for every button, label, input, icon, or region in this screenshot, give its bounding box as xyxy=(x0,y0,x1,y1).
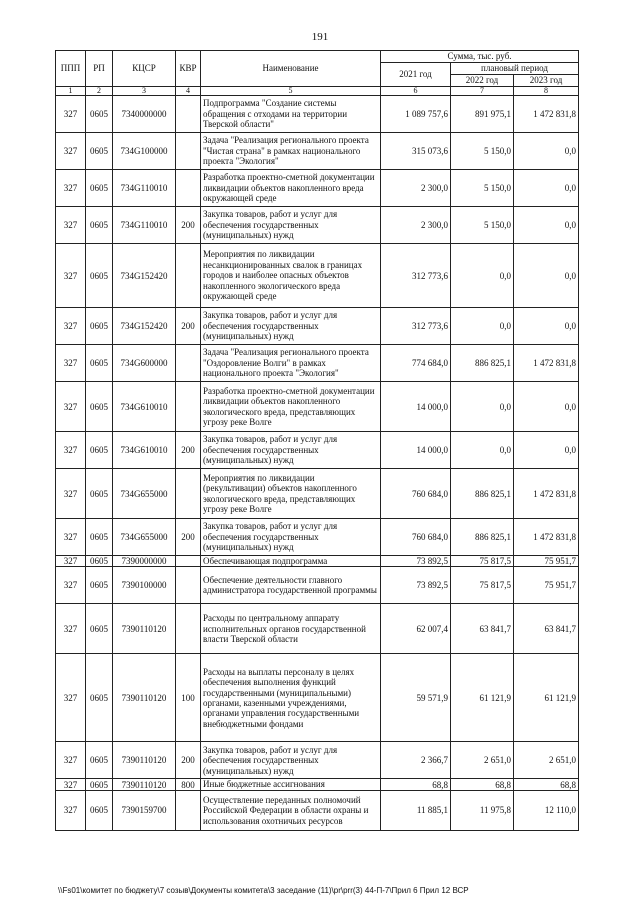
cell-ppp: 327 xyxy=(56,382,86,432)
cell-rp: 0605 xyxy=(86,654,113,742)
cell-ppp: 327 xyxy=(56,244,86,308)
cell-2021: 315 073,6 xyxy=(381,133,451,170)
column-number: 8 xyxy=(514,87,579,96)
table-row xyxy=(56,96,579,133)
cell-kcsr: 734G655000 xyxy=(113,469,176,519)
cell-rp: 0605 xyxy=(86,133,113,170)
header-plan-period: плановый период xyxy=(451,63,579,75)
cell-ppp: 327 xyxy=(56,207,86,244)
cell-ppp: 327 xyxy=(56,556,86,567)
cell-ppp: 327 xyxy=(56,779,86,790)
table-row xyxy=(56,742,579,779)
cell-2023: 75 951,7 xyxy=(514,556,579,567)
cell-ppp: 327 xyxy=(56,567,86,604)
table-row xyxy=(56,556,579,567)
cell-2023: 0,0 xyxy=(514,382,579,432)
cell-kvr: 200 xyxy=(176,519,201,556)
cell-2023: 63 841,7 xyxy=(514,604,579,654)
cell-2023: 1 472 831,8 xyxy=(514,345,579,382)
cell-2021: 11 885,1 xyxy=(381,790,451,830)
cell-ppp: 327 xyxy=(56,604,86,654)
cell-2021: 73 892,5 xyxy=(381,567,451,604)
cell-name: Задача "Реализация регионального проекта "Оздоровление Волги" в рамках национального проекта "Экология" xyxy=(201,345,381,382)
cell-ppp: 327 xyxy=(56,519,86,556)
cell-2022: 68,8 xyxy=(451,779,514,790)
cell-kvr xyxy=(176,244,201,308)
cell-name: Разработка проектно-сметной документации ликвидации объектов накопленного экологического вреда, представляющих угрозу реке Волге xyxy=(201,382,381,432)
cell-2022: 5 150,0 xyxy=(451,170,514,207)
table-row xyxy=(56,345,579,382)
cell-name: Закупка товаров, работ и услуг для обеспечения государственных (муниципальных) нужд xyxy=(201,308,381,345)
footer-file-path: \\Fs01\комитет по бюджету\7 созыв\Документы комитета\3 заседание (11)\pr\prr(3) 44-П-7\Прил 6 Прил 12 ВСР xyxy=(58,886,469,895)
cell-2023: 0,0 xyxy=(514,207,579,244)
table-row xyxy=(56,133,579,170)
cell-kcsr: 7390110120 xyxy=(113,654,176,742)
cell-2023: 0,0 xyxy=(514,170,579,207)
cell-name: Закупка товаров, работ и услуг для обеспечения государственных (муниципальных) нужд xyxy=(201,207,381,244)
cell-name: Закупка товаров, работ и услуг для обеспечения государственных (муниципальных) нужд xyxy=(201,432,381,469)
cell-2022: 0,0 xyxy=(451,244,514,308)
cell-kcsr: 734G100000 xyxy=(113,133,176,170)
cell-2021: 14 000,0 xyxy=(381,432,451,469)
column-number: 1 xyxy=(56,87,86,96)
cell-2021: 59 571,9 xyxy=(381,654,451,742)
table-row xyxy=(56,244,579,308)
cell-name: Закупка товаров, работ и услуг для обеспечения государственных (муниципальных) нужд xyxy=(201,519,381,556)
header-name: Наименование xyxy=(201,51,381,87)
cell-ppp: 327 xyxy=(56,170,86,207)
cell-ppp: 327 xyxy=(56,790,86,830)
cell-kvr xyxy=(176,345,201,382)
cell-2022: 5 150,0 xyxy=(451,133,514,170)
cell-kvr xyxy=(176,170,201,207)
table-row xyxy=(56,567,579,604)
cell-2022: 886 825,1 xyxy=(451,469,514,519)
cell-name: Иные бюджетные ассигнования xyxy=(201,779,381,790)
table-row xyxy=(56,170,579,207)
cell-kcsr: 7390159700 xyxy=(113,790,176,830)
header-kvr: КВР xyxy=(176,51,201,87)
cell-kvr: 200 xyxy=(176,742,201,779)
cell-2022: 61 121,9 xyxy=(451,654,514,742)
cell-2021: 312 773,6 xyxy=(381,244,451,308)
column-number: 4 xyxy=(176,87,201,96)
table-body xyxy=(56,96,579,831)
cell-ppp: 327 xyxy=(56,133,86,170)
cell-ppp: 327 xyxy=(56,469,86,519)
column-number: 6 xyxy=(381,87,451,96)
cell-kcsr: 734G655000 xyxy=(113,519,176,556)
cell-2022: 891 975,1 xyxy=(451,96,514,133)
cell-ppp: 327 xyxy=(56,742,86,779)
cell-2021: 312 773,6 xyxy=(381,308,451,345)
cell-kvr xyxy=(176,96,201,133)
column-number: 5 xyxy=(201,87,381,96)
header-year-2021: 2021 год xyxy=(381,63,451,87)
table-row xyxy=(56,790,579,830)
table-row xyxy=(56,207,579,244)
cell-name: Обеспечение деятельности главного администратора государственной программы xyxy=(201,567,381,604)
column-number: 3 xyxy=(113,87,176,96)
cell-rp: 0605 xyxy=(86,382,113,432)
table-row xyxy=(56,469,579,519)
cell-kvr xyxy=(176,556,201,567)
cell-name: Обеспечивающая подпрограмма xyxy=(201,556,381,567)
cell-kvr xyxy=(176,133,201,170)
cell-kcsr: 734G110010 xyxy=(113,170,176,207)
header-year-2023: 2023 год xyxy=(514,75,579,87)
cell-2023: 0,0 xyxy=(514,308,579,345)
cell-rp: 0605 xyxy=(86,519,113,556)
cell-2022: 0,0 xyxy=(451,308,514,345)
cell-kvr xyxy=(176,604,201,654)
cell-2022: 0,0 xyxy=(451,432,514,469)
cell-kcsr: 734G110010 xyxy=(113,207,176,244)
cell-2023: 1 472 831,8 xyxy=(514,519,579,556)
cell-2023: 0,0 xyxy=(514,432,579,469)
cell-kvr xyxy=(176,567,201,604)
cell-rp: 0605 xyxy=(86,96,113,133)
cell-rp: 0605 xyxy=(86,790,113,830)
cell-rp: 0605 xyxy=(86,567,113,604)
cell-2023: 75 951,7 xyxy=(514,567,579,604)
cell-kvr xyxy=(176,469,201,519)
cell-kcsr: 734G600000 xyxy=(113,345,176,382)
cell-2023: 2 651,0 xyxy=(514,742,579,779)
cell-rp: 0605 xyxy=(86,345,113,382)
cell-2021: 774 684,0 xyxy=(381,345,451,382)
cell-rp: 0605 xyxy=(86,432,113,469)
cell-rp: 0605 xyxy=(86,308,113,345)
cell-name: Мероприятия по ликвидации несанкционированных свалок в границах городов и наиболее опасных объектов накопленного экологического вреда окружающей среде xyxy=(201,244,381,308)
cell-rp: 0605 xyxy=(86,556,113,567)
cell-rp: 0605 xyxy=(86,207,113,244)
cell-2022: 75 817,5 xyxy=(451,556,514,567)
header-sum: Сумма, тыс. руб. xyxy=(381,51,579,63)
cell-name: Закупка товаров, работ и услуг для обеспечения государственных (муниципальных) нужд xyxy=(201,742,381,779)
cell-2023: 0,0 xyxy=(514,133,579,170)
cell-name: Разработка проектно-сметной документации ликвидации объектов накопленного вреда окружающей среде xyxy=(201,170,381,207)
cell-name: Мероприятия по ликвидации (рекультивации) объектов накопленного экологического вреда, представляющих угрозу реке Волге xyxy=(201,469,381,519)
table-row xyxy=(56,308,579,345)
page-number: 191 xyxy=(311,31,329,43)
cell-2023: 1 472 831,8 xyxy=(514,96,579,133)
cell-kvr: 200 xyxy=(176,308,201,345)
cell-kcsr: 734G610010 xyxy=(113,382,176,432)
cell-rp: 0605 xyxy=(86,779,113,790)
table-row xyxy=(56,604,579,654)
cell-kvr xyxy=(176,382,201,432)
cell-2022: 886 825,1 xyxy=(451,345,514,382)
cell-2023: 12 110,0 xyxy=(514,790,579,830)
cell-2021: 62 007,4 xyxy=(381,604,451,654)
cell-rp: 0605 xyxy=(86,170,113,207)
cell-kcsr: 734G610010 xyxy=(113,432,176,469)
table-row xyxy=(56,519,579,556)
cell-2023: 68,8 xyxy=(514,779,579,790)
table-row xyxy=(56,382,579,432)
cell-kvr: 800 xyxy=(176,779,201,790)
cell-2021: 1 089 757,6 xyxy=(381,96,451,133)
header-ppp: ППП xyxy=(56,51,86,87)
table-row xyxy=(56,432,579,469)
cell-name: Подпрограмма "Создание системы обращения с отходами на территории Тверской области" xyxy=(201,96,381,133)
cell-2022: 5 150,0 xyxy=(451,207,514,244)
cell-rp: 0605 xyxy=(86,604,113,654)
cell-kvr xyxy=(176,790,201,830)
cell-2021: 2 366,7 xyxy=(381,742,451,779)
cell-2023: 0,0 xyxy=(514,244,579,308)
cell-kcsr: 7340000000 xyxy=(113,96,176,133)
cell-kcsr: 734G152420 xyxy=(113,244,176,308)
cell-2021: 760 684,0 xyxy=(381,469,451,519)
table-row xyxy=(56,779,579,790)
cell-name: Осуществление переданных полномочий Российской Федерации в области охраны и использования охотничьих ресурсов xyxy=(201,790,381,830)
cell-2022: 11 975,8 xyxy=(451,790,514,830)
cell-ppp: 327 xyxy=(56,432,86,469)
cell-kcsr: 734G152420 xyxy=(113,308,176,345)
cell-kcsr: 7390100000 xyxy=(113,567,176,604)
cell-rp: 0605 xyxy=(86,244,113,308)
cell-2022: 63 841,7 xyxy=(451,604,514,654)
cell-2023: 61 121,9 xyxy=(514,654,579,742)
cell-kvr: 200 xyxy=(176,207,201,244)
cell-kcsr: 7390110120 xyxy=(113,779,176,790)
cell-2023: 1 472 831,8 xyxy=(514,469,579,519)
cell-rp: 0605 xyxy=(86,469,113,519)
column-number: 2 xyxy=(86,87,113,96)
cell-ppp: 327 xyxy=(56,308,86,345)
cell-2021: 68,8 xyxy=(381,779,451,790)
cell-name: Расходы на выплаты персоналу в целях обеспечения выполнения функций государственными (муниципальными) органами, казенными учреждениями, органами управления государственными внебюджетными фондами xyxy=(201,654,381,742)
cell-kcsr: 7390110120 xyxy=(113,742,176,779)
cell-kvr: 100 xyxy=(176,654,201,742)
cell-rp: 0605 xyxy=(86,742,113,779)
table-row xyxy=(56,654,579,742)
cell-2022: 0,0 xyxy=(451,382,514,432)
cell-2021: 760 684,0 xyxy=(381,519,451,556)
cell-2022: 2 651,0 xyxy=(451,742,514,779)
cell-name: Задача "Реализация регионального проекта "Чистая страна" в рамках национального проекта "Экология" xyxy=(201,133,381,170)
cell-2021: 73 892,5 xyxy=(381,556,451,567)
cell-kcsr: 7390000000 xyxy=(113,556,176,567)
column-number: 7 xyxy=(451,87,514,96)
cell-kvr: 200 xyxy=(176,432,201,469)
header-year-2022: 2022 год xyxy=(451,75,514,87)
header-rp: РП xyxy=(86,51,113,87)
header-kcsr: КЦСР xyxy=(113,51,176,87)
cell-ppp: 327 xyxy=(56,96,86,133)
budget-table xyxy=(55,50,579,831)
cell-2022: 886 825,1 xyxy=(451,519,514,556)
cell-2021: 14 000,0 xyxy=(381,382,451,432)
cell-ppp: 327 xyxy=(56,654,86,742)
cell-2021: 2 300,0 xyxy=(381,207,451,244)
cell-2021: 2 300,0 xyxy=(381,170,451,207)
cell-name: Расходы по центральному аппарату исполнительных органов государственной власти Тверской области xyxy=(201,604,381,654)
cell-2022: 75 817,5 xyxy=(451,567,514,604)
cell-ppp: 327 xyxy=(56,345,86,382)
cell-kcsr: 7390110120 xyxy=(113,604,176,654)
